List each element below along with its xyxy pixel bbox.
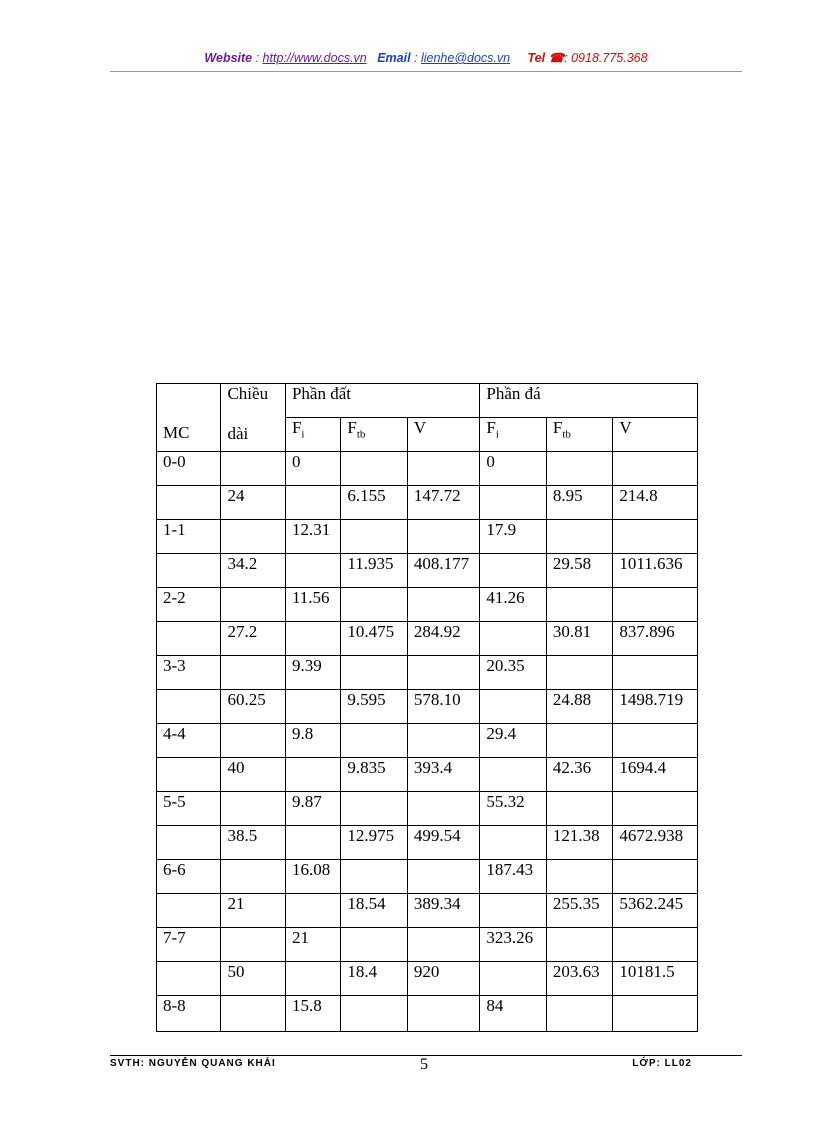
cell-v2 bbox=[613, 520, 698, 554]
cell-fi2: 323.26 bbox=[480, 928, 546, 962]
table-row bbox=[157, 690, 698, 724]
cell-v: 408.177 bbox=[407, 554, 480, 588]
cell-mc bbox=[157, 554, 221, 588]
cell-ftb: 9.595 bbox=[341, 690, 407, 724]
ftb-main: F bbox=[552, 418, 563, 437]
cell-ftb: 11.935 bbox=[341, 554, 407, 588]
cell-ftb: 18.54 bbox=[341, 894, 407, 928]
cell-v: 578.10 bbox=[407, 690, 480, 724]
cell-v: 920 bbox=[407, 962, 480, 996]
header-rock-ftb bbox=[546, 418, 612, 452]
cell-length bbox=[221, 792, 285, 826]
cell-fi bbox=[285, 690, 340, 724]
cell-fi2 bbox=[480, 826, 546, 860]
cell-fi: 9.39 bbox=[285, 656, 340, 690]
page-header bbox=[110, 50, 742, 70]
email-link[interactable]: lienhe@docs.vn bbox=[420, 51, 511, 65]
cell-fi: 9.8 bbox=[285, 724, 340, 758]
cell-ftb2 bbox=[546, 996, 612, 1032]
cell-ftb bbox=[341, 928, 407, 962]
cell-length bbox=[221, 520, 285, 554]
table-row bbox=[157, 792, 698, 826]
cell-ftb2: 8.95 bbox=[546, 486, 612, 520]
table-row bbox=[157, 588, 698, 622]
cell-mc bbox=[157, 690, 221, 724]
email-label: Email bbox=[377, 51, 411, 65]
earthwork-volume-table bbox=[156, 383, 698, 1032]
fi-sub: i bbox=[301, 428, 305, 441]
table-row bbox=[157, 622, 698, 656]
table-row bbox=[157, 996, 698, 1032]
cell-fi2: 0 bbox=[480, 452, 546, 486]
cell-mc: 7-7 bbox=[157, 928, 221, 962]
cell-v2 bbox=[613, 452, 698, 486]
cell-fi2 bbox=[480, 962, 546, 996]
cell-mc bbox=[157, 486, 221, 520]
header-soil-v: V bbox=[407, 418, 480, 452]
cell-v bbox=[407, 588, 480, 622]
cell-ftb: 6.155 bbox=[341, 486, 407, 520]
ftb-main: F bbox=[347, 418, 357, 437]
cell-v bbox=[407, 996, 480, 1032]
cell-fi2: 84 bbox=[480, 996, 546, 1032]
table-row bbox=[157, 520, 698, 554]
cell-ftb bbox=[341, 520, 407, 554]
website-label: Website bbox=[204, 51, 253, 65]
website-separator: : bbox=[252, 51, 263, 65]
cell-fi: 11.56 bbox=[285, 588, 340, 622]
cell-length bbox=[221, 452, 285, 486]
cell-ftb bbox=[341, 996, 407, 1032]
email-separator: : bbox=[410, 51, 421, 65]
cell-length bbox=[221, 724, 285, 758]
table-row bbox=[157, 826, 698, 860]
cell-v2: 837.896 bbox=[613, 622, 698, 656]
cell-mc: 1-1 bbox=[157, 520, 221, 554]
table-row bbox=[157, 894, 698, 928]
cell-mc bbox=[157, 894, 221, 928]
cell-mc: 4-4 bbox=[157, 724, 221, 758]
header-rock-group: Phần đá bbox=[480, 384, 698, 418]
fi-main: F bbox=[291, 418, 302, 437]
cell-length: 60.25 bbox=[221, 690, 285, 724]
cell-fi bbox=[285, 758, 340, 792]
cell-ftb: 12.975 bbox=[341, 826, 407, 860]
cell-ftb2 bbox=[546, 656, 612, 690]
cell-length: 50 bbox=[221, 962, 285, 996]
cell-fi bbox=[285, 622, 340, 656]
cell-mc: 3-3 bbox=[157, 656, 221, 690]
cell-fi: 16.08 bbox=[285, 860, 340, 894]
header-soil-ftb bbox=[341, 418, 407, 452]
cell-ftb2 bbox=[546, 792, 612, 826]
cell-v2: 5362.245 bbox=[613, 894, 698, 928]
cell-ftb2 bbox=[546, 588, 612, 622]
cell-ftb2: 30.81 bbox=[546, 622, 612, 656]
cell-v bbox=[407, 452, 480, 486]
table-row bbox=[157, 554, 698, 588]
cell-fi2 bbox=[480, 758, 546, 792]
cell-ftb bbox=[341, 588, 407, 622]
cell-fi bbox=[285, 962, 340, 996]
cell-mc: 6-6 bbox=[157, 860, 221, 894]
cell-v bbox=[407, 792, 480, 826]
cell-v: 393.4 bbox=[407, 758, 480, 792]
header-length-line2: dài bbox=[227, 424, 249, 443]
cell-v2 bbox=[613, 928, 698, 962]
cell-fi2 bbox=[480, 894, 546, 928]
cell-ftb2: 42.36 bbox=[546, 758, 612, 792]
cell-mc bbox=[157, 758, 221, 792]
tel-label: Tel bbox=[527, 51, 546, 65]
cell-length bbox=[221, 928, 285, 962]
header-divider bbox=[110, 71, 742, 72]
cell-ftb2: 121.38 bbox=[546, 826, 612, 860]
cell-v bbox=[407, 860, 480, 894]
table-header-row bbox=[157, 384, 698, 418]
cell-v2 bbox=[613, 656, 698, 690]
cell-v2 bbox=[613, 996, 698, 1032]
cell-length bbox=[221, 588, 285, 622]
cell-ftb2 bbox=[546, 520, 612, 554]
cell-v2: 1694.4 bbox=[613, 758, 698, 792]
tel-value: : 0918.775.368 bbox=[564, 51, 648, 65]
cell-fi bbox=[285, 826, 340, 860]
header-soil-group: Phần đất bbox=[285, 384, 479, 418]
cell-ftb2: 203.63 bbox=[546, 962, 612, 996]
cell-fi: 9.87 bbox=[285, 792, 340, 826]
fi-main: F bbox=[486, 418, 496, 437]
cell-v bbox=[407, 928, 480, 962]
cell-fi bbox=[285, 894, 340, 928]
page-footer bbox=[110, 1058, 742, 1074]
cell-fi2 bbox=[480, 622, 546, 656]
table-row bbox=[157, 962, 698, 996]
cell-mc bbox=[157, 622, 221, 656]
footer-author: SVTH: NGUYỄN QUANG KHẢI bbox=[110, 1058, 276, 1069]
cell-fi: 0 bbox=[285, 452, 340, 486]
cell-length bbox=[221, 860, 285, 894]
cell-v2 bbox=[613, 860, 698, 894]
cell-v2: 214.8 bbox=[613, 486, 698, 520]
cell-ftb: 9.835 bbox=[341, 758, 407, 792]
cell-ftb2 bbox=[546, 860, 612, 894]
cell-fi: 21 bbox=[285, 928, 340, 962]
header-length bbox=[221, 384, 285, 452]
cell-ftb: 10.475 bbox=[341, 622, 407, 656]
cell-length bbox=[221, 656, 285, 690]
cell-fi2 bbox=[480, 690, 546, 724]
cell-mc bbox=[157, 962, 221, 996]
cell-fi: 15.8 bbox=[285, 996, 340, 1032]
cell-fi2: 20.35 bbox=[480, 656, 546, 690]
table-row bbox=[157, 486, 698, 520]
cell-v: 499.54 bbox=[407, 826, 480, 860]
cell-ftb2: 29.58 bbox=[546, 554, 612, 588]
cell-v2: 10181.5 bbox=[613, 962, 698, 996]
cell-ftb bbox=[341, 656, 407, 690]
cell-fi bbox=[285, 554, 340, 588]
header-rock-fi bbox=[480, 418, 546, 452]
cell-ftb2: 255.35 bbox=[546, 894, 612, 928]
cell-length: 27.2 bbox=[221, 622, 285, 656]
cell-fi2: 187.43 bbox=[480, 860, 546, 894]
table-row bbox=[157, 452, 698, 486]
cell-fi2: 17.9 bbox=[480, 520, 546, 554]
cell-length bbox=[221, 996, 285, 1032]
ftb-sub: tb bbox=[356, 428, 366, 441]
cell-mc: 5-5 bbox=[157, 792, 221, 826]
cell-length: 34.2 bbox=[221, 554, 285, 588]
cell-v2 bbox=[613, 724, 698, 758]
page-number: 5 bbox=[420, 1056, 428, 1073]
cell-fi2: 41.26 bbox=[480, 588, 546, 622]
cell-v: 389.34 bbox=[407, 894, 480, 928]
header-length-line1: Chiều bbox=[227, 384, 269, 403]
header-soil-fi bbox=[285, 418, 340, 452]
cell-length: 21 bbox=[221, 894, 285, 928]
header-mc: MC bbox=[157, 384, 221, 452]
cell-ftb bbox=[341, 792, 407, 826]
cell-v2: 1011.636 bbox=[613, 554, 698, 588]
header-rock-v: V bbox=[613, 418, 698, 452]
cell-mc: 2-2 bbox=[157, 588, 221, 622]
cell-fi: 12.31 bbox=[285, 520, 340, 554]
table-row bbox=[157, 758, 698, 792]
table-row bbox=[157, 724, 698, 758]
cell-length: 38.5 bbox=[221, 826, 285, 860]
cell-v2 bbox=[613, 792, 698, 826]
footer-class: LỚP: LL02 bbox=[632, 1058, 692, 1069]
cell-v2: 1498.719 bbox=[613, 690, 698, 724]
cell-v2: 4672.938 bbox=[613, 826, 698, 860]
cell-mc bbox=[157, 826, 221, 860]
cell-mc: 0-0 bbox=[157, 452, 221, 486]
cell-ftb bbox=[341, 724, 407, 758]
table-row bbox=[157, 656, 698, 690]
cell-ftb: 18.4 bbox=[341, 962, 407, 996]
cell-fi2 bbox=[480, 554, 546, 588]
cell-length: 24 bbox=[221, 486, 285, 520]
cell-v bbox=[407, 724, 480, 758]
table-body bbox=[157, 452, 698, 1032]
cell-ftb2 bbox=[546, 452, 612, 486]
ftb-sub: tb bbox=[562, 428, 571, 441]
cell-fi2 bbox=[480, 486, 546, 520]
fi-sub: i bbox=[495, 428, 499, 441]
cell-fi2: 29.4 bbox=[480, 724, 546, 758]
cell-ftb2 bbox=[546, 928, 612, 962]
table-row bbox=[157, 860, 698, 894]
cell-v: 147.72 bbox=[407, 486, 480, 520]
cell-mc: 8-8 bbox=[157, 996, 221, 1032]
cell-v bbox=[407, 520, 480, 554]
cell-length: 40 bbox=[221, 758, 285, 792]
cell-fi2: 55.32 bbox=[480, 792, 546, 826]
cell-v2 bbox=[613, 588, 698, 622]
cell-ftb bbox=[341, 860, 407, 894]
cell-fi bbox=[285, 486, 340, 520]
cell-v: 284.92 bbox=[407, 622, 480, 656]
cell-ftb bbox=[341, 452, 407, 486]
cell-ftb2: 24.88 bbox=[546, 690, 612, 724]
website-link[interactable]: http://www.docs.vn bbox=[262, 51, 367, 65]
cell-ftb2 bbox=[546, 724, 612, 758]
cell-v bbox=[407, 656, 480, 690]
table-row bbox=[157, 928, 698, 962]
phone-icon: ☎ bbox=[548, 51, 565, 65]
